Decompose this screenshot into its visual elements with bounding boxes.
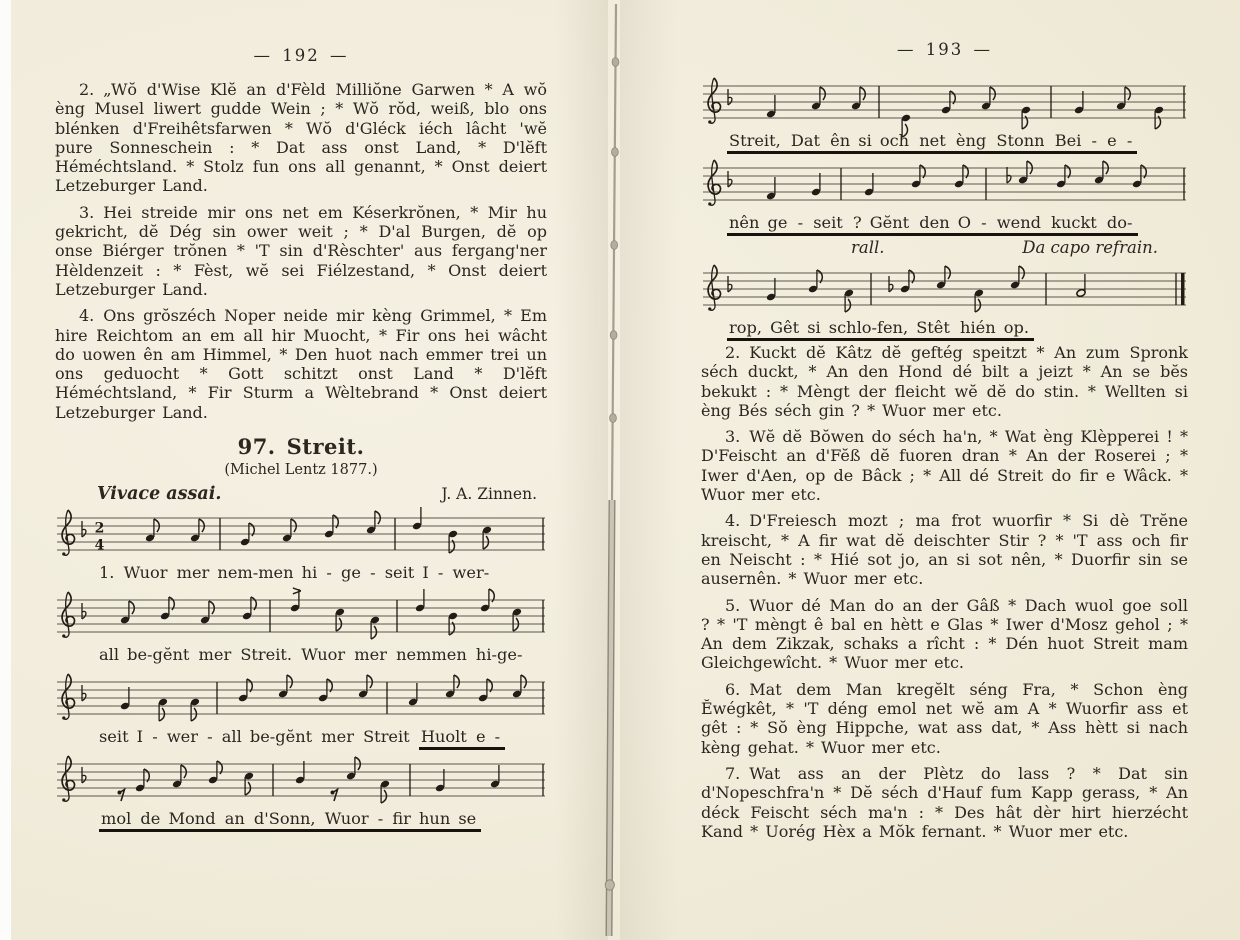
verse-text: Wĕ dĕ Bŏwen do séch ha'n, * Wat èng Klèpperei ! * D'Feischt an d'Fĕß dĕ fuoren dran * An der Roserei ; * Iwer d'Aen, op de Bâck ; * All dé Streit do fir e Wâck. * Wuor mer etc. — [701, 427, 1188, 505]
music-staff — [55, 584, 547, 665]
verse-number: 3. — [725, 427, 741, 447]
lyric-line — [727, 318, 1188, 337]
music-staff — [701, 156, 1188, 232]
lyric-line — [99, 809, 547, 828]
lyric-line — [727, 131, 1188, 150]
tempo-marking: Vivace assai. — [97, 484, 222, 505]
page-number-right: — 193 — — [897, 40, 992, 59]
music-staff — [701, 261, 1188, 337]
treble-clef-icon — [62, 756, 74, 802]
svg-text:2: 2 — [94, 520, 105, 537]
treble-clef-icon — [708, 265, 720, 311]
lyric-text-underlined: rop, Gêt si schlo-fen, Stêt hién op. — [727, 318, 1034, 341]
verse-number: 2. — [725, 343, 741, 362]
verse — [701, 511, 1188, 588]
verse-number: 6. — [725, 679, 741, 699]
treble-clef-icon — [62, 592, 74, 638]
treble-clef-icon — [62, 674, 74, 720]
verse — [55, 80, 547, 196]
verse — [701, 427, 1188, 504]
treble-clef-icon — [708, 78, 720, 124]
treble-clef-icon — [62, 510, 74, 556]
staff-svg — [55, 752, 547, 806]
verse — [701, 596, 1188, 673]
song-title: 97. Streit. — [237, 434, 365, 460]
book-binding-stitching — [594, 0, 638, 940]
lyric-line — [99, 727, 547, 746]
staff-svg — [55, 584, 547, 642]
lyric-text: all be-gĕnt mer Streit. Wuor mer nemmen hi-ge- — [99, 645, 523, 665]
verse-number: 5. — [725, 595, 741, 615]
verse-text: Mat dem Man kregĕlt séng Fra, * Schon èng Ĕwégkêt, * 'T déng emol net wĕ am A * Wuorfir ass et gêt : * Sŏ èng Hippche, wat ass dat, * Ass hètt si nach kèng gehat. * Wuor mer etc. — [701, 679, 1188, 757]
lyric-line — [99, 563, 547, 582]
music-staff — [55, 752, 547, 828]
verse-text: Ons grŏszéch Noper neide mir kèng Grimmel, * Em hire Reichtom an em all hir Muocht, * Fir ons hei wâcht do uowen ên am Himmel, * Den huot nach emmer trei un ons geduocht * Gott schitzt onst Land * D'lĕft Héméchtsland, * Fir Sturm a Wèltebrand * Onst deiert Letzeburger Land. — [55, 306, 547, 422]
verse-number: 7. — [725, 763, 741, 783]
verse-text: Wat ass an der Plètz do lass ? * Dat sin d'Nopeschfra'n * Dĕ séch d'Hauf fum Kapp gerass, * An déck Feischt séch ma'n : * Des hât dèr hirt hierzécht Kand * Uorég Hèx a Mŏk fernant. * Wuor mer etc. — [701, 763, 1188, 841]
music-system-left — [55, 506, 547, 828]
lyric-text: seit I - wer - all be-gĕnt mer Streit — [99, 727, 419, 747]
verse-number: 4. — [725, 511, 741, 531]
lyric-line — [99, 645, 547, 664]
verse-text: D'Freiesch mozt ; ma frot wuorfir * Si dè Trĕne kreischt, * A fir wat dĕ deischter Stir ? * 'T ass och fir en Neischt : * Hié sot jo, an si sot nên, * Duorfir sin se ausernên. * Wuor mer etc. — [701, 511, 1188, 589]
verse-list-left — [55, 80, 547, 422]
verse-text: Kuckt dĕ Kâtz dĕ geftég speitzt * An zum Spronk séch duckt, * An den Hond dé bilt a jeizt * An se bĕs bekukt : * Mèngt der fleicht wĕ dĕ do stin. * Wellten si èng Bés séch gin ? * Wuor mer etc. — [701, 343, 1188, 420]
composer-credit: J. A. Zinnen. — [441, 485, 537, 504]
verse — [701, 764, 1188, 841]
annotation-row — [701, 238, 1188, 261]
verse — [55, 306, 547, 422]
staff-svg — [701, 156, 1188, 210]
verse-number: 3. — [79, 202, 95, 222]
page-193 — [701, 40, 1188, 848]
staff-svg — [701, 74, 1188, 128]
staff-svg — [55, 506, 547, 560]
staff-svg — [701, 261, 1188, 315]
lyric-text-underlined: mol de Mond an d'Sonn, Wuor - fir hun se — [99, 809, 481, 832]
tempo-row — [97, 484, 537, 504]
verse-text: Hei streide mir ons net em Késerkrŏnen, * Mir hu gekricht, dĕ Dég sin ower weit ; * D'al Burgen, dĕ op onse Biérger trŏnen * 'T sin d'Rèschter' aus fergang'ner Hèldenzeit : * Fèst, wĕ sei Fiélzestand, * Onst deiert Letzeburger Land. — [55, 202, 547, 299]
lyric-text-underlined: Huolt e - — [419, 727, 505, 750]
svg-text:>: > — [291, 584, 303, 600]
lyric-line — [727, 213, 1188, 232]
verse-number: 4. — [79, 306, 95, 326]
verse-number: 2. — [79, 80, 95, 99]
song-attribution: (Michel Lentz 1877.) — [224, 462, 378, 479]
music-staff — [55, 670, 547, 746]
svg-text:4: 4 — [94, 537, 105, 554]
verse — [701, 343, 1188, 420]
verse-list-right — [701, 343, 1188, 841]
rallentando-marking: rall. — [851, 238, 885, 257]
music-system-right-top — [701, 74, 1188, 232]
page-number-left: — 192 — — [253, 46, 349, 65]
music-system-right-bottom — [701, 261, 1188, 337]
page-192 — [55, 46, 547, 834]
verse-text: „Wŏ d'Wise Klĕ an d'Fèld Milliŏne Garwen * A wŏ èng Musel liwert gudde Wein ; * Wŏ rŏd, weiß, blo ons blénken d'Freihêtsfarwen * Wŏ d'Gléck iéch lâcht 'wĕ pure Sonneschein : * Dat ass onst Land, * D'lĕft Héméchtsland. * Stolz fun ons all genannt, * Onst deiert Letzeburger Land. — [55, 80, 547, 196]
scan-edge — [0, 0, 11, 940]
verse — [701, 680, 1188, 757]
treble-clef-icon — [708, 160, 720, 206]
verse-text: Wuor dé Man do an der Gâß * Dach wuol goe soll ? * 'T mèngt ê bal en hètt e Glas * Iwer d'Mosz gehol ; * An dem Zikzak, schaks a rîcht : * Dén huot Streit mam Gleichgewîcht. * Wuor mer etc. — [701, 595, 1188, 673]
lyric-text: 1. Wuor mer nem-men hi - ge - seit I - wer- — [99, 563, 490, 583]
music-staff — [701, 74, 1188, 150]
music-staff — [55, 506, 547, 582]
lyric-text-underlined: nên ge - seit ? Gĕnt den O - wend kuckt do- — [727, 213, 1138, 236]
staff-svg — [55, 670, 547, 724]
verse — [55, 203, 547, 299]
lyric-text-underlined: Streit, Dat ên si och net èng Stonn Bei - e - — [727, 131, 1137, 154]
da-capo-marking: Da capo refrain. — [1022, 238, 1158, 257]
